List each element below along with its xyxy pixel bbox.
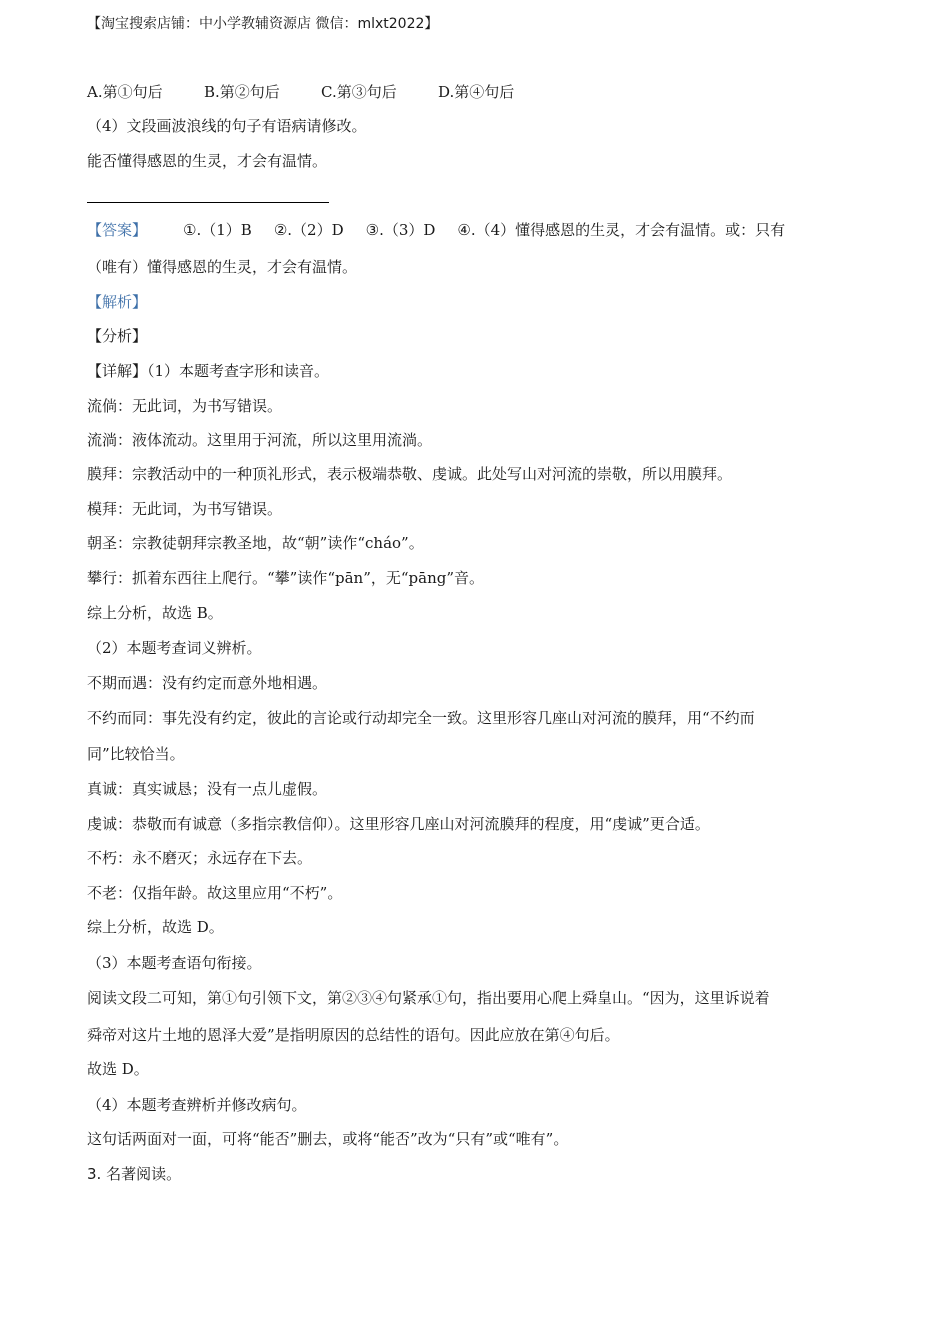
body-line: 不期而遇：没有约定而意外地相遇。: [87, 674, 328, 692]
answer-text-1: .（1）B: [196, 221, 252, 239]
body-line: 不朽：永不磨灭；永远存在下去。: [87, 849, 313, 867]
body-line: 攀行：抓着东西往上爬行。“攀”读作“pān”，无“pāng”音。: [87, 569, 485, 587]
body-line: 不老：仅指年龄。故这里应用“不朽”。: [87, 884, 343, 902]
body-line: 流倘：无此词，为书写错误。: [87, 397, 283, 415]
fenxi-label: 【分析】: [87, 327, 148, 345]
option-d: D.第④句后: [438, 83, 515, 101]
answer-text-4: .（4）懂得感恩的生灵，才会有温情。或：只有: [470, 221, 786, 239]
answer-num-1: ①: [183, 221, 197, 239]
body-line: 流淌：液体流动。这里用于河流，所以这里用流淌。: [87, 431, 433, 449]
jiexi-label: 【解析】: [87, 293, 148, 311]
body-line: 综上分析，故选 D。: [87, 918, 224, 936]
option-a: A.第①句后: [87, 83, 163, 101]
body-line: （3）本题考查语句衔接。: [87, 954, 262, 972]
option-b: B.第②句后: [204, 83, 280, 101]
answer-text-2: .（2）D: [287, 221, 344, 239]
body-line: 真诚：真实诚恳；没有一点儿虚假。: [87, 780, 328, 798]
answer-num-2: ②: [273, 221, 288, 239]
body-line: （2）本题考查词义辨析。: [87, 639, 262, 657]
answer-text-3: .（3）D: [379, 221, 436, 239]
body-line: 模拜：无此词，为书写错误。: [87, 500, 283, 518]
body-line: 同”比较恰当。: [87, 745, 185, 763]
answer-num-4: ④: [457, 221, 471, 239]
body-line: 虔诚：恭敬而有诚意（多指宗教信仰）。这里形容几座山对河流膜拜的程度，用“虔诚”更合适。: [87, 815, 710, 833]
body-line: 综上分析，故选 B。: [87, 604, 223, 622]
answer-num-3: ③: [365, 221, 380, 239]
answer-line-2: （唯有）懂得感恩的生灵，才会有温情。: [87, 258, 358, 276]
options-row: [87, 82, 514, 102]
body-line: 朝圣：宗教徒朝拜宗教圣地，故“朝”读作“cháo”。: [87, 534, 424, 552]
body-line: 故选 D。: [87, 1060, 149, 1078]
answer-line: [87, 220, 785, 240]
answer-label: 【答案】: [87, 221, 148, 239]
next-section-title: 3. 名著阅读。: [87, 1165, 182, 1183]
body-line: 不约而同：事先没有约定，彼此的言论或行动却完全一致。这里形容几座山对河流的膜拜，用“不约而: [87, 709, 755, 727]
q4-sentence: 能否懂得感恩的生灵，才会有温情。: [87, 152, 328, 170]
answer-blank-line: [87, 202, 329, 203]
page-header: 【淘宝搜索店铺：中小学教辅资源店 微信：mlxt2022】: [87, 16, 439, 32]
body-line: 膜拜：宗教活动中的一种顶礼形式，表示极端恭敬、虔诚。此处写山对河流的崇敬，所以用膜拜。: [87, 465, 733, 483]
body-line: 舜帝对这片土地的恩泽大爱”是指明原因的总结性的语句。因此应放在第④句后。: [87, 1026, 620, 1044]
body-line: 【详解】（1）本题考查字形和读音。: [87, 362, 330, 380]
option-c: C.第③句后: [321, 83, 397, 101]
body-line: 这句话两面对一面，可将“能否”删去，或将“能否”改为“只有”或“唯有”。: [87, 1130, 569, 1148]
body-line: 阅读文段二可知，第①句引领下文，第②③④句紧承①句，指出要用心爬上舜皇山。“因为，这里诉说着: [87, 989, 770, 1007]
body-line: （4）本题考查辨析并修改病句。: [87, 1096, 307, 1114]
q4-prompt: （4）文段画波浪线的句子有语病请修改。: [87, 117, 367, 135]
